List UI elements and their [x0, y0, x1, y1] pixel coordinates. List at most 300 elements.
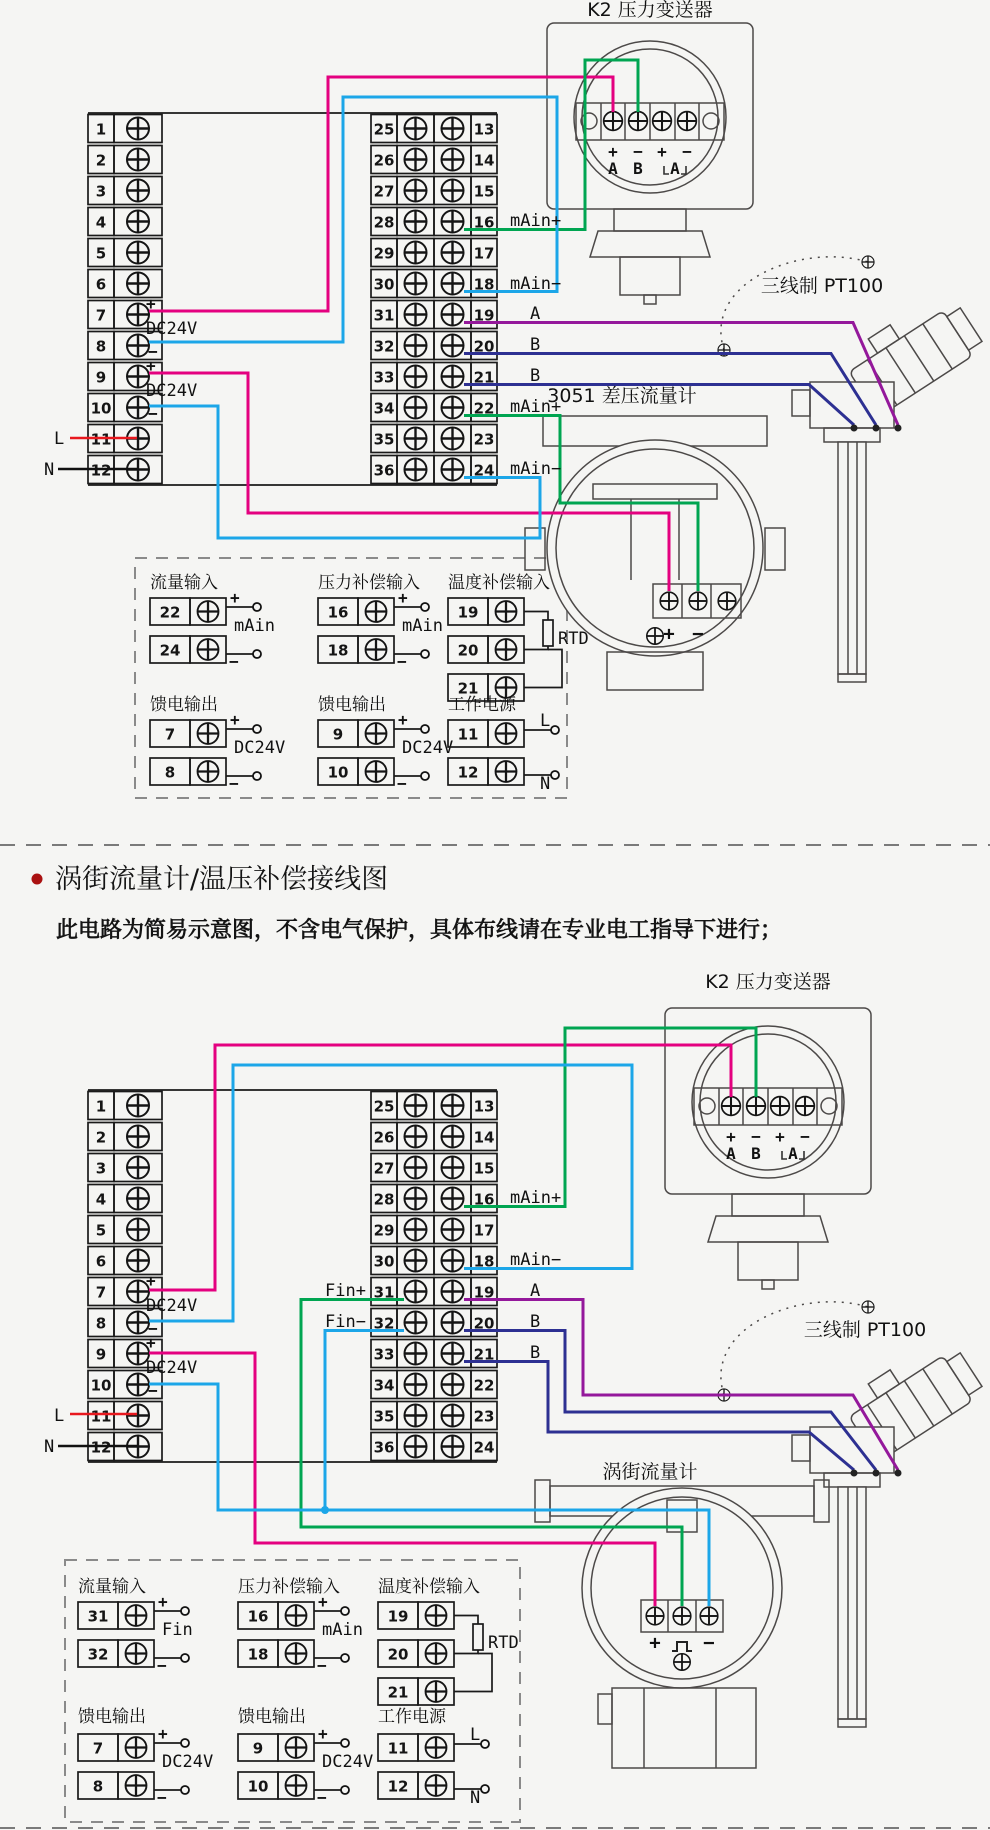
- open-terminal-icon: [181, 1739, 189, 1747]
- label-t19: A: [530, 1281, 541, 1301]
- terminal-number: 36: [373, 1438, 395, 1457]
- terminal-number: 30: [373, 1252, 395, 1271]
- label-t19: A: [530, 304, 541, 324]
- psu2-label: DC24V: [146, 1358, 198, 1378]
- legend-plus: +: [398, 710, 408, 729]
- terminal-number: 8: [92, 1777, 104, 1796]
- pt100-terminal-dot: [895, 425, 902, 432]
- screw-terminal-icon: [442, 1157, 464, 1179]
- legend-l-label: L: [540, 711, 551, 731]
- k2-mark-minus1: −: [751, 1127, 761, 1146]
- terminal-number: 4: [95, 1190, 107, 1209]
- legend-title: 压力补偿输入: [238, 1577, 340, 1597]
- screw-terminal-icon: [366, 761, 387, 782]
- screw-terminal-icon: [442, 1405, 464, 1427]
- terminal-number: 22: [473, 399, 495, 418]
- mains-l-label: L: [54, 429, 65, 449]
- legend-title: 流量输入: [78, 1577, 146, 1597]
- terminal-number: 1: [95, 1097, 107, 1116]
- terminal-number: 6: [95, 1252, 107, 1271]
- open-terminal-icon: [253, 772, 261, 780]
- wire-24v1-minus-to-main-minus-18: [149, 97, 557, 342]
- psu2-minus: −: [148, 404, 158, 423]
- terminal-row: [371, 208, 497, 236]
- label-t21: B: [530, 366, 541, 386]
- label-fin-minus: Fin−: [325, 1312, 366, 1332]
- dp-meter-label: 3051 差压流量计: [547, 385, 697, 407]
- screw-terminal-icon: [442, 1219, 464, 1241]
- k2-mark-a: A: [726, 1144, 736, 1163]
- terminal-number: 11: [457, 725, 479, 744]
- wire-24v1-plus-to-k2: [149, 1045, 731, 1290]
- screw-terminal-icon: [442, 397, 464, 419]
- terminal-number: 10: [247, 1777, 269, 1796]
- screw-terminal-icon: [442, 1312, 464, 1334]
- screw-terminal-icon: [405, 1405, 427, 1427]
- terminal-number: 29: [373, 244, 395, 263]
- terminal-number: 8: [164, 763, 176, 782]
- terminal-row: [371, 425, 497, 453]
- terminal-number: 12: [90, 461, 112, 480]
- screw-terminal-icon: [127, 149, 149, 171]
- legend-title: 馈电输出: [78, 1707, 146, 1727]
- legend-minus: −: [317, 1788, 327, 1807]
- screw-terminal-icon: [442, 211, 464, 233]
- terminal-row: [371, 1247, 497, 1275]
- terminal-number: 23: [473, 430, 495, 449]
- screw-terminal-icon: [442, 428, 464, 450]
- legend-mid-label: Fin: [162, 1620, 193, 1640]
- legend-cell: [150, 573, 275, 671]
- psu1-plus: +: [146, 294, 156, 313]
- screw-terminal-icon: [127, 118, 149, 140]
- terminal-row: [371, 394, 497, 422]
- screw-terminal-icon: [405, 366, 427, 388]
- screw-terminal-icon: [286, 1737, 307, 1758]
- open-terminal-icon: [421, 650, 429, 658]
- screw-terminal-icon: [442, 1126, 464, 1148]
- screw-terminal-icon: [442, 1281, 464, 1303]
- terminal-number: 9: [95, 368, 107, 387]
- wire-pt100-b2: [464, 1362, 854, 1471]
- terminal-number: 26: [373, 1128, 395, 1147]
- right-terminal-block: [371, 115, 497, 484]
- legend-minus: −: [397, 774, 407, 793]
- legend-minus: −: [229, 652, 239, 671]
- k2-transmitter: [665, 1008, 871, 1289]
- terminal-number: 20: [457, 641, 479, 660]
- rtd-resistor-icon: [543, 620, 553, 646]
- terminal-row: [88, 146, 162, 174]
- screw-terminal-icon: [198, 639, 219, 660]
- bullet-icon: [32, 874, 43, 885]
- screw-terminal-icon: [198, 761, 219, 782]
- screw-terminal-icon: [198, 601, 219, 622]
- terminal-row: [371, 115, 497, 143]
- diagram-bottom: [44, 971, 986, 1822]
- screw-terminal-icon: [426, 1737, 447, 1758]
- screw-terminal-icon: [405, 428, 427, 450]
- open-terminal-icon: [341, 1607, 349, 1615]
- legend-plus: +: [318, 1592, 328, 1611]
- screw-terminal-icon: [286, 1775, 307, 1796]
- legend-title: 工作电源: [378, 1707, 446, 1727]
- screw-terminal-icon: [405, 1095, 427, 1117]
- screw-terminal-icon: [442, 1343, 464, 1365]
- terminal-number: 18: [327, 641, 349, 660]
- screw-terminal-icon: [366, 639, 387, 660]
- terminal-number: 7: [92, 1739, 104, 1758]
- terminal-number: 7: [164, 725, 176, 744]
- psu2-minus: −: [148, 1381, 158, 1400]
- terminal-number: 10: [327, 763, 349, 782]
- legend-cell: [318, 695, 453, 793]
- legend-mid-label: mAin: [234, 616, 275, 636]
- legend-plus: +: [318, 1724, 328, 1743]
- terminal-number: 19: [473, 1283, 495, 1302]
- label-t16: mAin+: [510, 1188, 562, 1208]
- screw-terminal-icon: [405, 1250, 427, 1272]
- terminal-number: 33: [373, 1345, 395, 1364]
- terminal-row: [371, 1092, 497, 1120]
- terminal-row: [88, 1216, 162, 1244]
- k2-label: K2 压力变送器: [587, 0, 713, 21]
- label-fin-plus: Fin+: [325, 1281, 366, 1301]
- terminal-number: 12: [387, 1777, 409, 1796]
- terminal-number: 10: [90, 1376, 112, 1395]
- terminal-number: 17: [473, 244, 495, 263]
- vortex-flowmeter: [535, 1480, 829, 1768]
- terminal-number: 13: [473, 120, 495, 139]
- terminal-number: 9: [332, 725, 344, 744]
- screw-terminal-icon: [405, 149, 427, 171]
- screw-terminal-icon: [442, 1250, 464, 1272]
- legend-title: 温度补偿输入: [448, 573, 550, 593]
- screw-terminal-icon: [442, 459, 464, 481]
- open-terminal-icon: [421, 603, 429, 611]
- screw-terminal-icon: [198, 723, 219, 744]
- screw-terminal-icon: [127, 1188, 149, 1210]
- screw-terminal-icon: [442, 242, 464, 264]
- terminal-number: 35: [373, 1407, 395, 1426]
- terminal-number: 16: [473, 213, 495, 232]
- terminal-row: [371, 301, 497, 329]
- terminal-number: 12: [90, 1438, 112, 1457]
- legend-minus: −: [157, 1788, 167, 1807]
- screw-terminal-icon: [286, 1605, 307, 1626]
- screw-terminal-icon: [426, 1643, 447, 1664]
- label-t20: B: [530, 335, 541, 355]
- wire-junction-dot: [321, 1506, 329, 1514]
- pt100-probe: [718, 256, 986, 682]
- terminal-number: 6: [95, 275, 107, 294]
- screw-terminal-icon: [126, 1605, 147, 1626]
- screw-terminal-icon: [405, 459, 427, 481]
- legend-cell: [78, 1577, 193, 1675]
- terminal-row: [371, 1185, 497, 1213]
- screw-terminal-icon: [426, 1775, 447, 1796]
- terminal-number: 36: [373, 461, 395, 480]
- screw-terminal-icon: [442, 118, 464, 140]
- legend-minus: −: [157, 1656, 167, 1675]
- terminal-row: [88, 1402, 162, 1430]
- right-terminal-block: [371, 1092, 497, 1461]
- terminal-row: [371, 1154, 497, 1182]
- open-terminal-icon: [341, 1739, 349, 1747]
- terminal-row: [88, 177, 162, 205]
- legend-wire: [524, 650, 562, 688]
- terminal-row: [371, 239, 497, 267]
- screw-terminal-icon: [442, 1436, 464, 1458]
- screw-terminal-icon: [127, 180, 149, 202]
- terminal-number: 8: [95, 337, 107, 356]
- page-subtitle: 此电路为简易示意图，不含电气保护，具体布线请在专业电工指导下进行；: [56, 918, 783, 943]
- legend-mid-label: mAin: [402, 616, 443, 636]
- screw-terminal-icon: [405, 1312, 427, 1334]
- screw-terminal-icon: [442, 1095, 464, 1117]
- vortex-mark-minus: −: [703, 1632, 715, 1654]
- screw-terminal-icon: [426, 1681, 447, 1702]
- terminal-number: 15: [473, 182, 495, 201]
- terminal-number: 21: [473, 368, 495, 387]
- terminal-number: 14: [473, 151, 495, 170]
- screw-terminal-icon: [442, 1374, 464, 1396]
- legend-rtd-label: RTD: [558, 629, 589, 649]
- screw-terminal-icon: [496, 761, 517, 782]
- terminal-number: 28: [373, 213, 395, 232]
- terminal-row: [88, 1123, 162, 1151]
- label-t21: B: [530, 1343, 541, 1363]
- terminal-number: 24: [473, 1438, 495, 1457]
- terminal-number: 17: [473, 1221, 495, 1240]
- terminal-number: 34: [373, 399, 395, 418]
- terminal-number: 28: [373, 1190, 395, 1209]
- rtd-resistor-icon: [473, 1624, 483, 1650]
- screw-terminal-icon: [405, 1126, 427, 1148]
- legend-mid-label: DC24V: [402, 738, 454, 758]
- psu2-label: DC24V: [146, 381, 198, 401]
- legend-plus: +: [398, 588, 408, 607]
- k2-mark-a2: A: [788, 1144, 798, 1163]
- k2-mark-plus1: +: [608, 142, 618, 161]
- legend-cell: [378, 1577, 519, 1705]
- legend-mid-label: mAin: [322, 1620, 363, 1640]
- legend-plus: +: [230, 710, 240, 729]
- screw-terminal-icon: [126, 1775, 147, 1796]
- terminal-number: 24: [159, 641, 181, 660]
- screw-terminal-icon: [126, 1737, 147, 1758]
- screw-terminal-icon: [405, 180, 427, 202]
- terminal-number: 21: [473, 1345, 495, 1364]
- k2-mark-a2: A: [670, 159, 680, 178]
- terminal-row: [371, 1216, 497, 1244]
- screw-terminal-icon: [127, 1095, 149, 1117]
- terminal-number: 32: [373, 1314, 395, 1333]
- screw-terminal-icon: [442, 1188, 464, 1210]
- screw-terminal-icon: [405, 1343, 427, 1365]
- psu2-plus: +: [146, 356, 156, 375]
- open-terminal-icon: [421, 725, 429, 733]
- legend-cell: [238, 1707, 373, 1807]
- terminal-number: 12: [457, 763, 479, 782]
- terminal-number: 9: [252, 1739, 264, 1758]
- terminal-number: 11: [387, 1739, 409, 1758]
- terminal-number: 18: [473, 275, 495, 294]
- wire-24v2-plus-to-vortex: [149, 1353, 655, 1606]
- legend-border: [65, 1560, 520, 1822]
- legend-cell: [78, 1707, 213, 1807]
- screw-terminal-icon: [127, 211, 149, 233]
- legend-rtd-label: RTD: [488, 1633, 519, 1653]
- terminal-number: 2: [95, 1128, 107, 1147]
- terminal-number: 13: [473, 1097, 495, 1116]
- psu1-label: DC24V: [146, 319, 198, 339]
- terminal-row: [371, 1278, 497, 1306]
- terminal-number: 9: [95, 1345, 107, 1364]
- psu1-plus: +: [146, 1271, 156, 1290]
- terminal-number: 7: [95, 1283, 107, 1302]
- terminal-number: 32: [87, 1645, 109, 1664]
- terminal-number: 19: [473, 306, 495, 325]
- terminal-number: 32: [373, 337, 395, 356]
- legend-minus: −: [317, 1656, 327, 1675]
- pt100-terminal-dot: [895, 1470, 902, 1477]
- screw-terminal-icon: [496, 639, 517, 660]
- open-terminal-icon: [181, 1786, 189, 1794]
- pt100-terminal-dot: [851, 1470, 858, 1477]
- terminal-number: 18: [247, 1645, 269, 1664]
- terminal-number: 34: [373, 1376, 395, 1395]
- screw-terminal-icon: [442, 304, 464, 326]
- legend-box: [65, 1560, 520, 1822]
- terminal-number: 23: [473, 1407, 495, 1426]
- screw-terminal-icon: [442, 335, 464, 357]
- terminal-number: 18: [473, 1252, 495, 1271]
- screw-terminal-icon: [442, 149, 464, 171]
- terminal-number: 19: [387, 1607, 409, 1626]
- open-terminal-icon: [551, 726, 559, 734]
- terminal-number: 22: [473, 1376, 495, 1395]
- open-terminal-icon: [551, 771, 559, 779]
- screw-terminal-icon: [405, 335, 427, 357]
- terminal-row: [88, 239, 162, 267]
- pt100-terminal-dot: [873, 425, 880, 432]
- screw-terminal-icon: [405, 1281, 427, 1303]
- screw-terminal-icon: [405, 273, 427, 295]
- terminal-number: 14: [473, 1128, 495, 1147]
- screw-terminal-icon: [127, 1219, 149, 1241]
- legend-plus: +: [158, 1724, 168, 1743]
- k2-mark-a: A: [608, 159, 618, 178]
- terminal-number: 31: [373, 1283, 395, 1302]
- label-t16: mAin+: [510, 211, 562, 231]
- psu1-minus: −: [148, 1319, 158, 1338]
- terminal-number: 15: [473, 1159, 495, 1178]
- legend-title: 工作电源: [448, 695, 516, 715]
- legend-minus: −: [229, 774, 239, 793]
- terminal-number: 10: [90, 399, 112, 418]
- title-block: [32, 864, 783, 943]
- terminal-number: 35: [373, 430, 395, 449]
- screw-terminal-icon: [405, 211, 427, 233]
- label-t18: mAin−: [510, 1250, 562, 1270]
- vortex-label: 涡街流量计: [602, 1461, 698, 1483]
- screw-terminal-icon: [442, 273, 464, 295]
- label-t22: mAin+: [510, 397, 562, 417]
- terminal-number: 5: [95, 244, 107, 263]
- mains-n-label: N: [44, 1437, 55, 1457]
- screw-terminal-icon: [442, 180, 464, 202]
- legend-wire: [454, 1616, 478, 1625]
- terminal-row: [371, 1371, 497, 1399]
- pt100-label: 三线制 PT100: [760, 275, 884, 297]
- legend-wire: [454, 1654, 492, 1692]
- mains-n-label: N: [44, 460, 55, 480]
- terminal-row: [371, 1123, 497, 1151]
- legend-mid-label: DC24V: [162, 1752, 214, 1772]
- screw-terminal-icon: [127, 242, 149, 264]
- screw-terminal-icon: [405, 118, 427, 140]
- psu1-minus: −: [148, 342, 158, 361]
- legend-n-label: N: [470, 1788, 481, 1808]
- terminal-row: [371, 270, 497, 298]
- pt100-label: 三线制 PT100: [803, 1319, 927, 1341]
- label-t24: mAin−: [510, 459, 562, 479]
- terminal-number: 16: [327, 603, 349, 622]
- screw-terminal-icon: [405, 1157, 427, 1179]
- terminal-row: [88, 1154, 162, 1182]
- screw-terminal-icon: [405, 1436, 427, 1458]
- terminal-row: [371, 363, 497, 391]
- screw-terminal-icon: [126, 1643, 147, 1664]
- k2-mark-plus2: +: [775, 1127, 785, 1146]
- terminal-number: 33: [373, 368, 395, 387]
- screw-terminal-icon: [366, 601, 387, 622]
- k2-mark-b: B: [633, 159, 643, 178]
- screw-terminal-icon: [405, 1374, 427, 1396]
- terminal-number: 27: [373, 182, 395, 201]
- legend-l-label: L: [470, 1725, 481, 1745]
- legend-cell: [378, 1707, 489, 1808]
- screw-terminal-icon: [127, 1250, 149, 1272]
- diagram-top: [44, 0, 986, 798]
- open-terminal-icon: [181, 1607, 189, 1615]
- k2-mark-minus2: −: [800, 1127, 810, 1146]
- legend-cell: [150, 695, 285, 793]
- open-terminal-icon: [181, 1654, 189, 1662]
- label-t18: mAin−: [510, 274, 562, 294]
- terminal-number: 7: [95, 306, 107, 325]
- k2-label: K2 压力变送器: [705, 971, 831, 993]
- screw-terminal-icon: [405, 1219, 427, 1241]
- terminal-row: [371, 1433, 497, 1461]
- screw-terminal-icon: [127, 273, 149, 295]
- terminal-row: [88, 1092, 162, 1120]
- terminal-number: 2: [95, 151, 107, 170]
- terminal-row: [88, 208, 162, 236]
- screw-terminal-icon: [442, 366, 464, 388]
- open-terminal-icon: [253, 603, 261, 611]
- terminal-number: 24: [473, 461, 495, 480]
- screw-terminal-icon: [127, 1157, 149, 1179]
- legend-mid-label: DC24V: [234, 738, 286, 758]
- open-terminal-icon: [341, 1654, 349, 1662]
- terminal-number: 5: [95, 1221, 107, 1240]
- terminal-number: 25: [373, 120, 395, 139]
- k2-mark-plus2: +: [657, 142, 667, 161]
- terminal-row: [371, 1309, 497, 1337]
- dp-mark-minus: −: [692, 623, 704, 645]
